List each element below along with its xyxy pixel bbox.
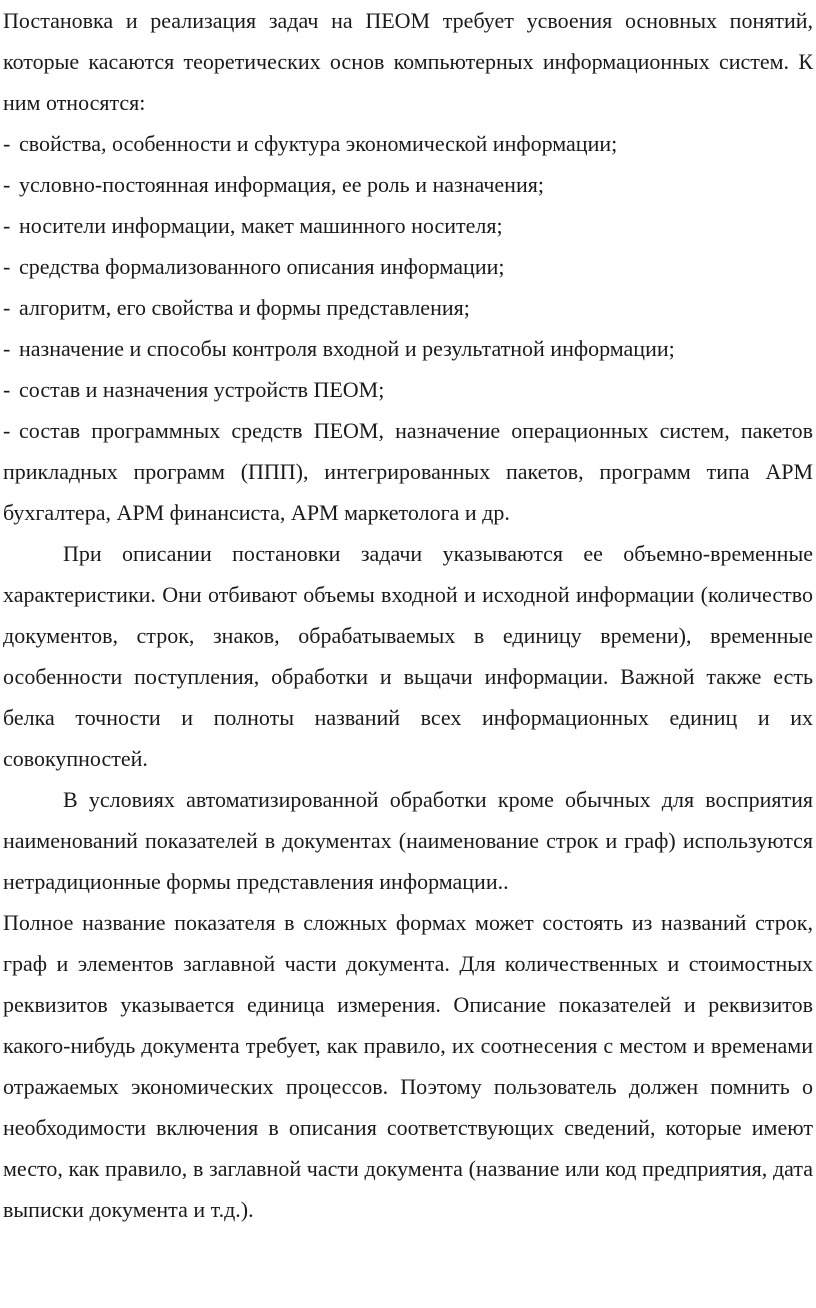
list-item	[3, 410, 813, 533]
list-marker: -	[3, 131, 11, 156]
list-item	[3, 123, 813, 164]
list-marker: -	[3, 336, 11, 361]
list-item	[3, 287, 813, 328]
list-item-text: условно-постоянная информация, ее роль и назначения;	[19, 172, 544, 197]
list-item-text: алгоритм, его свойства и формы представления;	[19, 295, 470, 320]
list-item-text: свойства, особенности и сфуктура экономической информации;	[19, 131, 618, 156]
list-item-text: состав и назначения устройств ПЕОМ;	[19, 377, 385, 402]
list-item	[3, 205, 813, 246]
list-item-text: средства формализованного описания информации;	[19, 254, 505, 279]
list-marker: -	[3, 377, 11, 402]
list-item	[3, 369, 813, 410]
list-item-text: состав программных средств ПЕОМ, назначение операционных систем, пакетов прикладных программ (ППП), интегрированных пакетов, программ типа АРМ бухгалтера, АРМ финансиста, АРМ маркетолога и др.	[3, 418, 813, 525]
list-marker: -	[3, 254, 11, 279]
list-marker: -	[3, 172, 11, 197]
body-paragraph-automation: В условиях автоматизированной обработки кроме обычных для восприятия наименований показателей в документах (наименование строк и граф) используются нетрадиционные формы представления информации..	[3, 787, 813, 894]
body-paragraph-closing: Полное название показателя в сложных формах может состоять из названий строк, граф и элементов заглавной части документа. Для количественных и стоимостных реквизитов указывается единица измерения. Описание показателей и реквизитов какого-нибудь документа требует, как правило, их соотнесения с местом и временами отражаемых экономических процессов. Поэтому пользователь должен помнить о необходимости включения в описания соответствующих сведений, которые имеют место, как правило, в заглавной части документа (название или код предприятия, дата выписки документа и т.д.).	[3, 910, 813, 1222]
list-item	[3, 164, 813, 205]
list-item-text: носители информации, макет машинного носителя;	[19, 213, 503, 238]
list-item	[3, 328, 813, 369]
list-item-text: назначение и способы контроля входной и результатной информации;	[19, 336, 675, 361]
document-page	[3, 0, 813, 1230]
body-paragraph-characteristics: При описании постановки задачи указываются ее объемно-временные характеристики. Они отбивают объемы входной и исходной информации (количество документов, строк, знаков, обрабатываемых в единицу времени), временные особенности поступления, обработки и вьщачи информации. Важной также есть белка точности и полноты названий всех информационных единиц и их совокупностей.	[3, 541, 813, 771]
list-marker: -	[3, 295, 11, 320]
intro-paragraph: Постановка и реализация задач на ПЕОМ требует усвоения основных понятий, которые касаются теоретических основ компьютерных информационных систем. К ним относятся:	[3, 8, 813, 115]
list-marker: -	[3, 213, 11, 238]
list-marker: -	[3, 418, 11, 443]
concept-list	[3, 123, 813, 533]
list-item	[3, 246, 813, 287]
